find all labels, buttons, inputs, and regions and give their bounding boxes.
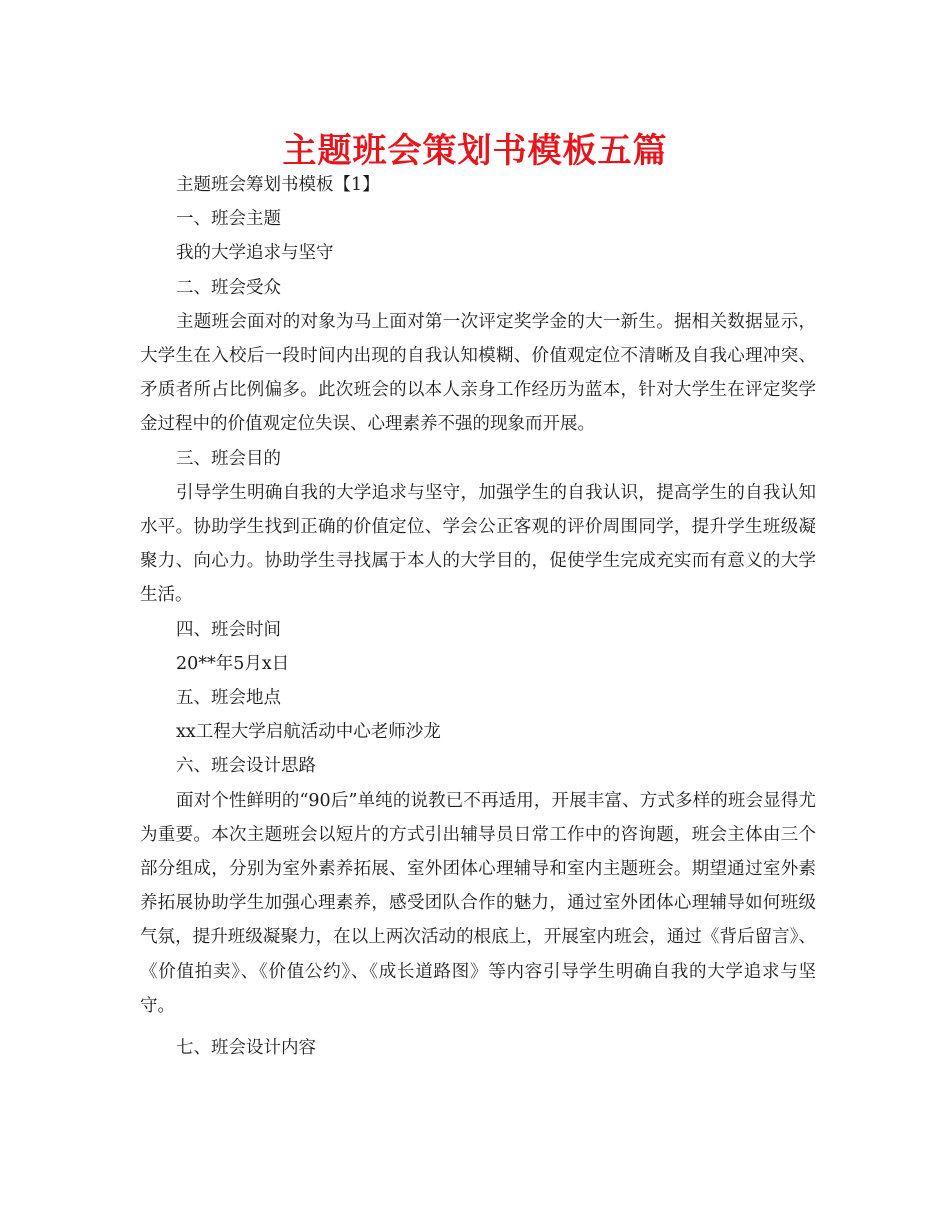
- paragraph-purpose: 引导学生明确自我的大学追求与坚守，加强学生的自我认识，提高学生的自我认知水平。协助学生找到正确的价值定位、学会公正客观的评价周围同学，提升学生班级凝聚力、向心力。协助学生寻找属于本人的大学目的，促使学生完成充实而有意义的大学生活。: [140, 482, 816, 606]
- paragraph-theme: 我的大学追求与坚守: [176, 243, 334, 264]
- document-body: [140, 168, 816, 1065]
- paragraph-audience: 主题班会面对的对象为马上面对第一次评定奖学金的大一新生。据相关数据显示，大学生在入校后一段时间内出现的自我认知模糊、价值观定位不清晰及自我心理冲突、矛质者所占比例偏多。此次班会的以本人亲身工作经历为蓝本，针对大学生在评定奖学金过程中的价值观定位失误、心理素养不强的现象而开展。: [140, 311, 816, 435]
- document-title: 主题班会策划书模板五篇: [282, 131, 668, 171]
- section-heading-content: 七、班会设计内容: [176, 1038, 316, 1059]
- section-heading-design: 六、班会设计思路: [176, 756, 316, 777]
- section-heading-theme: 一、班会主题: [176, 209, 281, 230]
- section-heading-audience: 二、班会受众: [176, 277, 281, 298]
- section-heading-purpose: 三、班会目的: [176, 448, 281, 469]
- section-heading-location: 五、班会地点: [176, 688, 281, 709]
- section-heading-time: 四、班会时间: [176, 619, 281, 640]
- paragraph-subtitle: 主题班会筹划书模板【1】: [176, 175, 380, 195]
- paragraph-location: xx工程大学启航活动中心老师沙龙: [176, 722, 441, 743]
- paragraph-time: 20**年5月x日: [176, 653, 290, 674]
- paragraph-design: 面对个性鲜明的“90后”单纯的说教已不再适用，开展丰富、方式多样的班会显得尤为重要。本次主题班会以短片的方式引出辅导员日常工作中的咨询题，班会主体由三个部分组成，分别为室外素养拓展、室外团体心理辅导和室内主题班会。期望通过室外素养拓展协助学生加强心理素养，感受团队合作的魅力，通过室外团体心理辅导如何班级气氛，提升班级凝聚力，在以上两次活动的根底上，开展室内班会，通过《背后留言》、《价值拍卖》、《价值公约》、《成长道路图》等内容引导学生明确自我的大学追求与坚守。: [140, 790, 816, 1016]
